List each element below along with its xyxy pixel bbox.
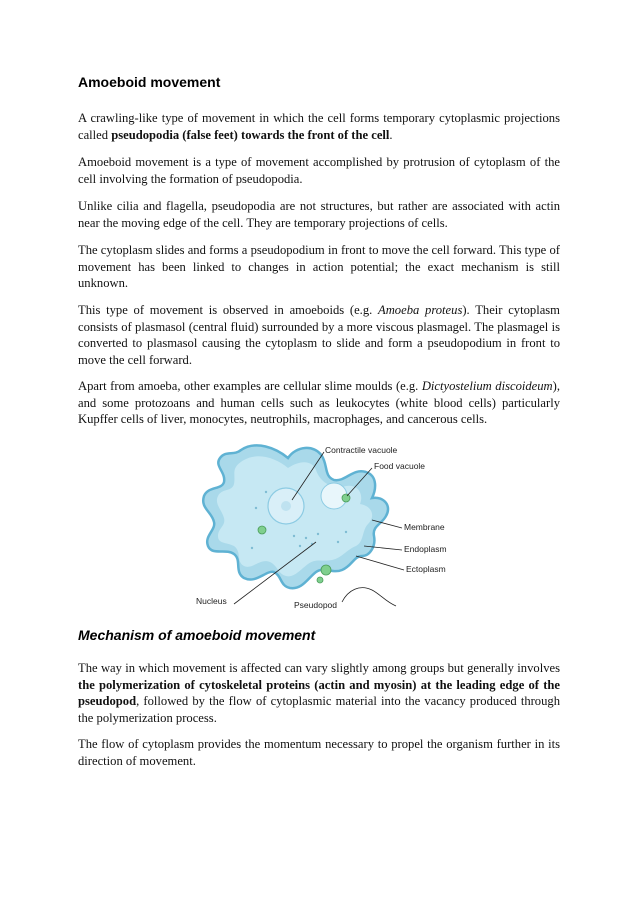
p1-end: . <box>389 127 393 142</box>
food-vacuole-4 <box>317 577 323 583</box>
label-food-vacuole: Food vacuole <box>374 461 426 471</box>
heading-mechanism: Mechanism of amoeboid movement <box>78 627 316 643</box>
paragraph-cilia-flagella: Unlike cilia and flagella, pseudopodia are not structures, but rather are associated with actin near the moving edge of the cell. They are temporary projections of cells. <box>78 199 560 230</box>
label-contractile-vacuole: Contractile vacuole <box>325 445 398 455</box>
p5-text: This type of movement is observed in amoeboids (e.g. <box>78 303 379 317</box>
nucleus-dot <box>281 501 291 511</box>
paragraph-definition <box>78 110 560 143</box>
p7-rest: , followed by the flow of cytoplasmic material into the vacancy produced through the polymerization process. <box>78 694 560 725</box>
label-membrane: Membrane <box>404 522 445 532</box>
paragraph-cytoplasm-slides: The cytoplasm slides and forms a pseudopodium in front to move the cell forward. This type of movement has been linked to changes in action potential; the exact mechanism is still unknown. <box>78 243 560 291</box>
heading-amoeboid-movement: Amoeboid movement <box>78 74 221 90</box>
p7-bold: the polymerization of cytoskeletal proteins (actin and myosin) at the leading edge of the pseudopod <box>78 677 560 709</box>
paragraph-protrusion: Amoeboid movement is a type of movement accomplished by protrusion of cytoplasm of the cell involving the formation of pseudopodia. <box>78 155 560 186</box>
food-vacuole-3 <box>321 565 331 575</box>
label-pseudopod: Pseudopod <box>294 600 338 610</box>
p6-rest: ), and some protozoans and human cells such as leukocytes (white blood cells) particularly Kupffer cells of liver, monocytes, neutrophils, macrophages, and cancerous cells. <box>78 379 560 427</box>
amoeba-diagram <box>196 438 458 616</box>
label-endoplasm: Endoplasm <box>404 544 447 554</box>
food-vacuole-2 <box>258 526 266 534</box>
p5-species: Amoeba proteus <box>378 303 463 317</box>
p7-text: The way in which movement is affected can vary slightly among groups but generally involves <box>78 661 560 675</box>
p5-rest: ). Their cytoplasm consists of plasmasol (central fluid) surrounded by a more viscous plasmagel. The plasmagel is converted to plasmasol causing the cytoplasm to slide and form a pseudopodium in front to move the cell forward. <box>78 303 560 367</box>
p1-text: A crawling-like type of movement in which the cell forms temporary cytoplasmic projections called <box>78 111 560 142</box>
p6-species: Dictyostelium discoideum <box>421 379 553 393</box>
p1-bold: pseudopodia (false feet) towards the front of the cell <box>111 127 390 142</box>
p6-text: Apart from amoeba, other examples are cellular slime moulds (e.g. <box>78 379 422 393</box>
paragraph-examples <box>78 378 560 428</box>
paragraph-mechanism <box>78 660 560 726</box>
label-nucleus: Nucleus <box>196 596 227 606</box>
food-vacuole <box>342 494 350 502</box>
label-ectoplasm: Ectoplasm <box>406 564 446 574</box>
paragraph-amoeboids <box>78 302 560 368</box>
paragraph-momentum: The flow of cytoplasm provides the momentum necessary to propel the organism further in its direction of movement. <box>78 737 560 768</box>
